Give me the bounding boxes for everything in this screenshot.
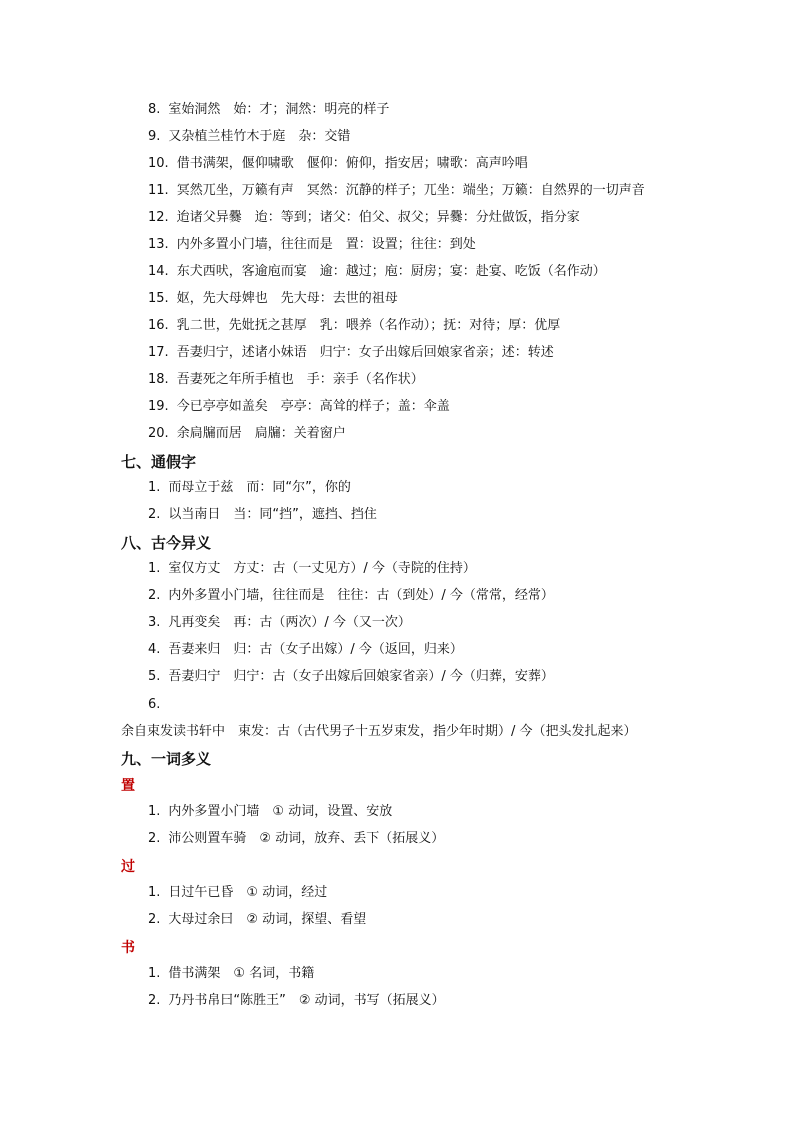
list-item: 2. 沛公则置车骑 ② 动词，放弃、丢下（拓展义） [148,831,445,846]
list-item: 4. 吾妻来归 归：古（女子出嫁）/ 今（返回，归来） [148,642,463,657]
list-item: 12. 迨诸父异爨 迨：等到；诸父：伯父、叔父；异爨：分灶做饭，指分家 [148,210,580,225]
word-heading-shu: 书 [121,940,135,956]
list-item: 16. 乳二世，先妣抚之甚厚 乳：喂养（名作动）；抚：对待；厚：优厚 [148,318,561,333]
section-heading-gujinyiyi: 八、古今异义 [121,534,212,552]
list-item: 1. 借书满架 ① 名词，书籍 [148,966,315,981]
list-item: 5. 吾妻归宁 归宁：古（女子出嫁后回娘家省亲）/ 今（归葬，安葬） [148,669,554,684]
list-item: 2. 以当南日 当：同“挡”，遮挡、挡住 [148,507,377,522]
list-item: 2. 乃丹书帛曰“陈胜王” ② 动词，书写（拓展义） [148,993,445,1008]
list-item: 1. 而母立于兹 而：同“尔”，你的 [148,480,351,495]
list-item: 1. 日过午已昏 ① 动词，经过 [148,885,328,900]
list-item: 6.余自束发读书轩中 束发：古（古代男子十五岁束发，指少年时期）/ 今（把头发扎起来） [121,697,637,739]
list-item: 18. 吾妻死之年所手植也 手：亲手（名作状） [148,372,424,387]
list-item: 19. 今已亭亭如盖矣 亭亭：高耸的样子；盖：伞盖 [148,399,450,414]
word-heading-zhi: 置 [121,778,135,794]
list-item: 15. 妪，先大母婢也 先大母：去世的祖母 [148,291,398,306]
list-item: 2. 大母过余曰 ② 动词，探望、看望 [148,912,367,927]
list-item: 17. 吾妻归宁，述诸小妹语 归宁：女子出嫁后回娘家省亲；述：转述 [148,345,554,360]
list-item: 3. 凡再变矣 再：古（两次）/ 今（又一次） [148,615,411,630]
list-item: 9. 又杂植兰桂竹木于庭 杂：交错 [148,129,351,144]
section-heading-tongjiazi: 七、通假字 [121,453,197,471]
list-item: 14. 东犬西吠，客逾庖而宴 逾：越过；庖：厨房；宴：赴宴、吃饭（名作动） [148,264,606,279]
list-item: 20. 余扃牖而居 扃牖：关着窗户 [148,426,346,441]
list-item: 1. 室仅方丈 方丈：古（一丈见方）/ 今（寺院的住持） [148,561,476,576]
list-item: 11. 冥然兀坐，万籁有声 冥然：沉静的样子；兀坐：端坐；万籁：自然界的一切声音 [148,183,645,198]
list-item: 13. 内外多置小门墙，往往而是 置：设置；往往：到处 [148,237,476,252]
section-heading-yiciduoyi: 九、一词多义 [121,750,212,768]
word-heading-guo: 过 [121,859,135,875]
list-item: 2. 内外多置小门墙，往往而是 往往：古（到处）/ 今（常常，经常） [148,588,554,603]
list-item: 8. 室始洞然 始：才；洞然：明亮的样子 [148,102,390,117]
list-item: 1. 内外多置小门墙 ① 动词，设置、安放 [148,804,393,819]
list-item: 10. 借书满架，偃仰啸歌 偃仰：俯仰，指安居；啸歌：高声吟唱 [148,156,528,171]
